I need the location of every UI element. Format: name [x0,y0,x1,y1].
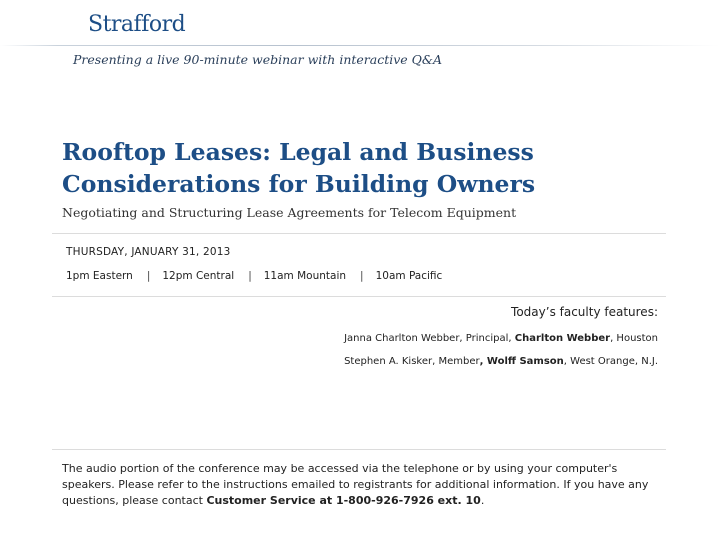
time-central: 12pm Central [162,270,235,282]
audio-notice-text: The audio portion of the conference may be accessed via the telephone or by using your computer's speakers. Please refer to the instructions emailed to registrants for additional information. If you have any questions, please contact [62,462,649,507]
tagline: Presenting a live 90-minute webinar with interactive Q&A [73,52,443,67]
faculty-location: , Houston [610,333,658,344]
audio-notice [62,461,662,509]
time-separator: | [146,270,151,282]
webinar-subtitle: Negotiating and Structuring Lease Agreements for Telecom Equipment [62,205,517,220]
faculty-name-title: Janna Charlton Webber, Principal, [344,333,515,344]
webinar-title: Rooftop Leases: Legal and Business Considerations for Building Owners [62,138,536,198]
faculty-member [344,333,658,344]
divider-top [52,233,666,234]
faculty-firm: , Wolff Samson [479,356,564,367]
faculty-location: , West Orange, N.J. [563,356,658,367]
audio-notice-end: . [480,494,485,507]
customer-service-contact: Customer Service at 1-800-926-7926 ext. 10 [206,494,481,507]
time-separator: | [248,270,252,282]
divider-bottom [52,449,666,450]
header-divider [0,45,720,46]
strafford-logo: Strafford [88,12,186,37]
webinar-date: THURSDAY, JANUARY 31, 2013 [66,246,231,258]
time-eastern: 1pm Eastern [66,270,133,282]
faculty-heading: Today’s faculty features: [511,305,658,319]
divider-middle [52,296,666,297]
time-mountain: 11am Mountain [263,270,347,282]
webinar-times [66,270,442,282]
time-separator: | [360,270,364,282]
faculty-name-title: Stephen A. Kisker, Member [344,356,480,367]
faculty-member [344,356,658,367]
faculty-firm: Charlton Webber [514,333,611,344]
time-pacific: 10am Pacific [375,270,443,282]
